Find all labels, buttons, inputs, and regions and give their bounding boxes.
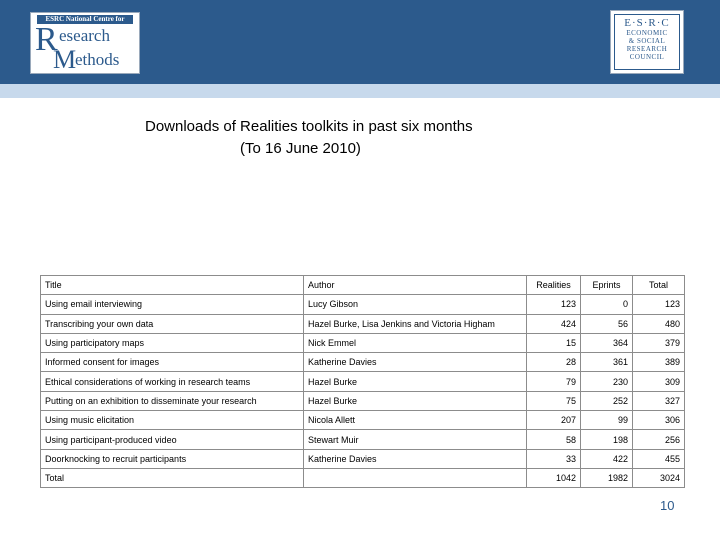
eprints-cell: 99 xyxy=(581,411,633,430)
realities-cell: 28 xyxy=(527,353,581,372)
author-cell: Nicola Allett xyxy=(304,411,527,430)
realities-cell: 424 xyxy=(527,314,581,333)
header-banner xyxy=(0,0,720,84)
esrc-logo-line: COUNCIL xyxy=(629,53,665,61)
column-header-total: Total xyxy=(633,276,685,295)
table-row xyxy=(41,372,685,391)
total-cell: 327 xyxy=(633,391,685,410)
toolkit-title-cell: Doorknocking to recruit participants xyxy=(41,449,304,468)
toolkit-title-cell: Using participatory maps xyxy=(41,333,304,352)
author-cell: Hazel Burke xyxy=(304,391,527,410)
author-cell: Lucy Gibson xyxy=(304,295,527,314)
column-header-eprints: Eprints xyxy=(581,276,633,295)
total-cell: 389 xyxy=(633,353,685,372)
toolkit-title-cell: Ethical considerations of working in research teams xyxy=(41,372,304,391)
total-cell: 306 xyxy=(633,411,685,430)
ncrm-logo-letter-r: R xyxy=(35,21,58,58)
toolkit-title-cell: Using participant-produced video xyxy=(41,430,304,449)
table-row xyxy=(41,314,685,333)
total-cell: 379 xyxy=(633,333,685,352)
author-cell: Katherine Davies xyxy=(304,449,527,468)
eprints-cell: 364 xyxy=(581,333,633,352)
toolkit-title-cell: Using music elicitation xyxy=(41,411,304,430)
esrc-logo-frame xyxy=(614,14,680,70)
realities-cell: 79 xyxy=(527,372,581,391)
eprints-cell: 0 xyxy=(581,295,633,314)
esrc-logo-title: E·S·R·C xyxy=(624,17,670,29)
downloads-table xyxy=(40,275,685,488)
ncrm-logo-word-1: esearch xyxy=(59,26,110,45)
author-cell: Nick Emmel xyxy=(304,333,527,352)
ncrm-logo-letter-m: M xyxy=(53,45,77,74)
table-row xyxy=(41,411,685,430)
eprints-cell: 198 xyxy=(581,430,633,449)
realities-cell: 33 xyxy=(527,449,581,468)
eprints-cell: 361 xyxy=(581,353,633,372)
ncrm-logo-word-2: ethods xyxy=(75,50,120,69)
table-row xyxy=(41,391,685,410)
ncrm-logo xyxy=(30,12,140,74)
esrc-logo-line: ECONOMIC xyxy=(626,29,668,37)
table-row xyxy=(41,295,685,314)
table-row xyxy=(41,449,685,468)
toolkit-title-cell: Using email interviewing xyxy=(41,295,304,314)
author-cell: Stewart Muir xyxy=(304,430,527,449)
header-divider-stripe xyxy=(0,84,720,98)
total-cell: 256 xyxy=(633,430,685,449)
toolkit-title-cell: Putting on an exhibition to disseminate your research xyxy=(41,391,304,410)
realities-cell: 207 xyxy=(527,411,581,430)
eprints-cell: 230 xyxy=(581,372,633,391)
total-cell: 455 xyxy=(633,449,685,468)
esrc-logo-line: & SOCIAL xyxy=(628,37,666,45)
slide-subtitle: (To 16 June 2010) xyxy=(240,140,361,157)
toolkit-title-cell: Transcribing your own data xyxy=(41,314,304,333)
realities-cell: 58 xyxy=(527,430,581,449)
column-header-author: Author xyxy=(304,276,527,295)
eprints-cell: 422 xyxy=(581,449,633,468)
column-header-realities: Realities xyxy=(527,276,581,295)
ncrm-logo-top-line: ESRC National Centre for xyxy=(37,15,133,24)
total-label-cell: Total xyxy=(41,468,304,487)
column-header-title: Title xyxy=(41,276,304,295)
table-row xyxy=(41,430,685,449)
realities-cell: 15 xyxy=(527,333,581,352)
total-cell: 123 xyxy=(633,295,685,314)
table-header-row xyxy=(41,276,685,295)
slide-title: Downloads of Realities toolkits in past six months xyxy=(145,118,473,135)
eprints-cell: 56 xyxy=(581,314,633,333)
eprints-cell: 252 xyxy=(581,391,633,410)
realities-cell: 75 xyxy=(527,391,581,410)
eprints-total-cell: 1982 xyxy=(581,468,633,487)
esrc-logo xyxy=(610,10,684,74)
table-total-row xyxy=(41,468,685,487)
author-cell: Hazel Burke xyxy=(304,372,527,391)
realities-total-cell: 1042 xyxy=(527,468,581,487)
grand-total-cell: 3024 xyxy=(633,468,685,487)
total-cell: 309 xyxy=(633,372,685,391)
author-cell xyxy=(304,468,527,487)
table-row xyxy=(41,333,685,352)
toolkit-title-cell: Informed consent for images xyxy=(41,353,304,372)
author-cell: Hazel Burke, Lisa Jenkins and Victoria Higham xyxy=(304,314,527,333)
author-cell: Katherine Davies xyxy=(304,353,527,372)
esrc-logo-line: RESEARCH xyxy=(626,45,668,53)
realities-cell: 123 xyxy=(527,295,581,314)
table-row xyxy=(41,353,685,372)
total-cell: 480 xyxy=(633,314,685,333)
page-number: 10 xyxy=(660,498,675,513)
